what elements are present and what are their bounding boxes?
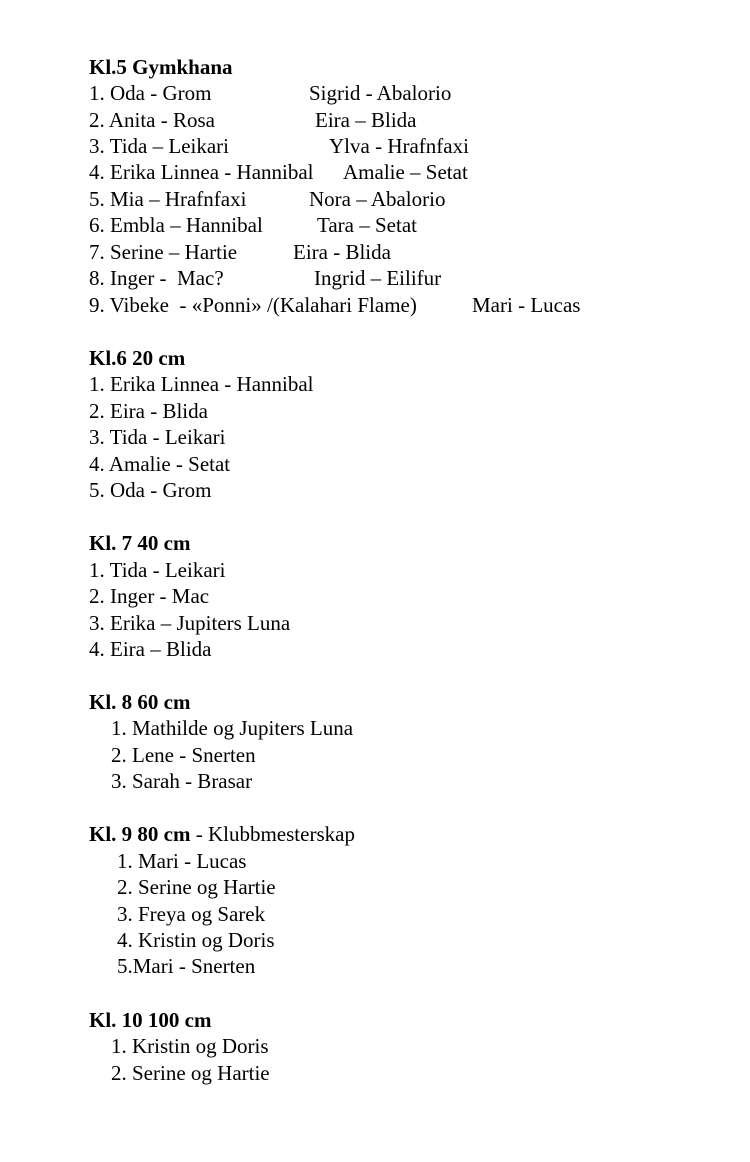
kl5-row-7-left: 7. Serine – Hartie <box>89 240 238 264</box>
kl5-row-6-left: 6. Embla – Hannibal <box>89 213 263 237</box>
kl5-row-2-right: Eira – Blida <box>315 108 417 132</box>
kl8-item-2: 2. Lene - Snerten <box>111 743 256 767</box>
kl5-heading: Kl.5 Gymkhana <box>89 55 233 79</box>
kl7-item-4: 4. Eira – Blida <box>89 637 212 661</box>
kl9-item-3: 3. Freya og Sarek <box>117 902 266 926</box>
kl8-heading: Kl. 8 60 cm <box>89 690 191 714</box>
kl5-row-8-right: Ingrid – Eilifur <box>314 266 442 290</box>
kl7-item-2: 2. Inger - Mac <box>89 584 210 608</box>
kl6-item-5: 5. Oda - Grom <box>89 478 212 502</box>
kl6-item-4: 4. Amalie - Setat <box>89 452 231 476</box>
kl5-row-5-right: Nora – Abalorio <box>309 187 446 211</box>
kl9-suffix: - Klubbmesterskap <box>190 822 355 846</box>
kl6-item-2: 2. Eira - Blida <box>89 399 208 423</box>
kl7-item-3: 3. Erika – Jupiters Luna <box>89 611 291 635</box>
kl7-heading: Kl. 7 40 cm <box>89 531 191 555</box>
kl5-row-4-left: 4. Erika Linnea - Hannibal <box>89 160 314 184</box>
kl9-item-2: 2. Serine og Hartie <box>117 875 276 899</box>
kl5-row-9-left: 9. Vibeke - «Ponni» /(Kalahari Flame) <box>89 293 417 317</box>
kl9-item-1: 1. Mari - Lucas <box>117 849 247 873</box>
kl5-row-7-right: Eira - Blida <box>293 240 391 264</box>
kl9-item-5: 5.Mari - Snerten <box>117 954 256 978</box>
kl9-item-4: 4. Kristin og Doris <box>117 928 275 952</box>
kl5-row-4-right: Amalie – Setat <box>343 160 468 184</box>
kl5-row-8-left: 8. Inger - Mac? <box>89 266 224 290</box>
kl6-item-1: 1. Erika Linnea - Hannibal <box>89 372 314 396</box>
kl10-heading: Kl. 10 100 cm <box>89 1008 212 1032</box>
kl5-row-9-right: Mari - Lucas <box>472 293 581 317</box>
kl8-item-3: 3. Sarah - Brasar <box>111 769 253 793</box>
kl10-item-1: 1. Kristin og Doris <box>111 1034 269 1058</box>
kl5-row-1-left: 1. Oda - Grom <box>89 81 212 105</box>
kl7-item-1: 1. Tida - Leikari <box>89 558 226 582</box>
kl5-row-3-right: Ylva - Hrafnfaxi <box>329 134 469 158</box>
kl9-heading-line <box>89 821 355 847</box>
kl5-row-6-right: Tara – Setat <box>317 213 417 237</box>
kl8-item-1: 1. Mathilde og Jupiters Luna <box>111 716 354 740</box>
kl10-item-2: 2. Serine og Hartie <box>111 1061 270 1085</box>
kl6-heading: Kl.6 20 cm <box>89 346 186 370</box>
kl5-row-1-right: Sigrid - Abalorio <box>309 81 452 105</box>
kl9-heading: Kl. 9 80 cm <box>89 822 191 846</box>
kl6-item-3: 3. Tida - Leikari <box>89 425 226 449</box>
kl5-row-5-left: 5. Mia – Hrafnfaxi <box>89 187 247 211</box>
kl5-row-3-left: 3. Tida – Leikari <box>89 134 229 158</box>
kl5-row-2-left: 2. Anita - Rosa <box>89 108 215 132</box>
